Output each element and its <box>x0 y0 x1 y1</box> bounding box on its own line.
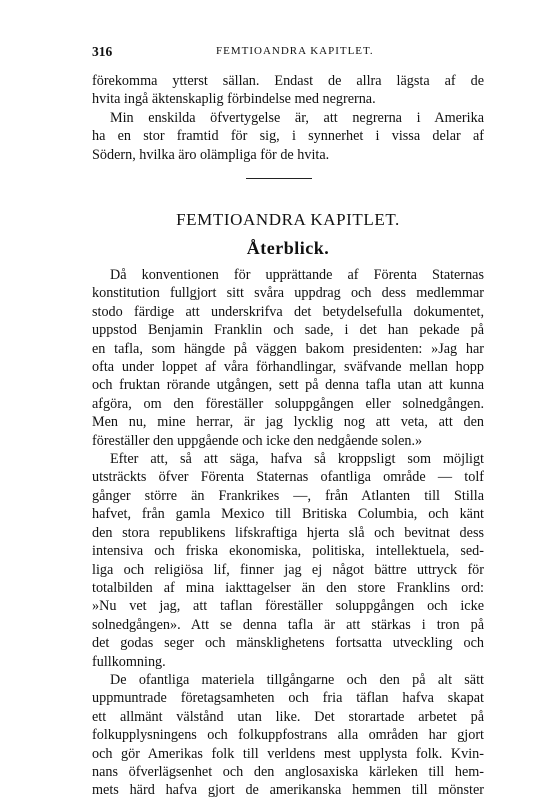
text-line: mets härd hafva gjort de amerikanska hemmen till mönster <box>92 782 484 799</box>
running-head-title: FEMTIOANDRA KAPITLET. <box>216 45 374 57</box>
text-line: Då konventionen för upprättande af Förenta Staternas <box>110 267 484 283</box>
text-line: ett allmänt välstånd utan like. Det storartade arbetet på <box>92 708 484 725</box>
chapter-title: FEMTIOANDRA KAPITLET. <box>176 210 400 229</box>
text-line: uppmuntrade företagsamheten och fria täflan hafva skapat <box>92 690 484 707</box>
text-line: nans öfverlägsenhet och den anglosaxiska kärleken till hem- <box>92 763 484 780</box>
text-line: konstitution fullgjort sitt svåra uppdrag och dess medlemmar <box>92 285 484 302</box>
text-line: den stora republikens lifskraftiga hjerta slå och bevitnat dess <box>92 524 484 541</box>
text-line: liga och religiösa lif, finner jag ej något bättre uttryck för <box>92 561 484 578</box>
text-line: hvita ingå äktenskaplig förbindelse med negrerna. <box>92 91 376 108</box>
text-line: föreställer den uppgående och icke den nedgående solen.» <box>92 432 423 449</box>
text-line: Min enskilda öfvertygelse är, att negrerna i Amerika <box>110 109 484 126</box>
text-line: gånger större än Frankrikes —, från Atlanten till Stilla <box>92 487 484 504</box>
section-divider-rule <box>246 178 312 179</box>
text-line: solnedgången». Att se denna tafla är att stärkas i tron på <box>92 616 484 633</box>
text-line: hafvet, från gamla Mexico till Britiska Columbia, och känt <box>92 506 484 523</box>
text-line: »Nu vet jag, att taflan föreställer soluppgången och icke <box>92 598 484 615</box>
chapter-body <box>92 266 484 800</box>
text-line: utsträckts öfver Förenta Staternas ofantliga område — tolf <box>92 469 484 486</box>
text-line: ha en stor framtid för sig, i synnerhet i vissa delar af <box>92 128 484 145</box>
text-line: uppstod Benjamin Franklin och sade, i det han pekade på <box>92 322 484 339</box>
text-line: De ofantliga materiela tillgångarne och den på alt sätt <box>110 671 484 688</box>
text-line: och fruktan rörande utgången, sett på denna tafla utan att kunna <box>92 377 484 394</box>
text-line: Södern, hvilka äro olämpliga för de hvita. <box>92 146 330 163</box>
text-line: en tafla, som hängde på väggen bakom presidenten: »Jag har <box>92 340 484 357</box>
text-line: det godas seger och mänsklighetens fortsatta utveckling och <box>92 635 484 652</box>
text-line: förekomma ytterst sällan. Endast de allra lägsta af de <box>92 73 484 89</box>
text-line: stodo färdige att underskrifva det betydelsefulla dokumentet, <box>92 303 484 320</box>
text-line: fullkomning. <box>92 653 166 670</box>
text-line: och gör Amerikas folk till verldens mest upplysta folk. Kvin- <box>92 745 484 762</box>
text-line: afgöra, om den föreställer soluppgången eller solnedgången. <box>92 395 484 412</box>
page-number: 316 <box>92 44 113 59</box>
text-line: Efter att, så att säga, hafva så kroppsligt som möjligt <box>110 451 484 468</box>
text-line: folkupplysningens och folkuppfostrans alla områden har gjort <box>92 727 484 744</box>
text-line: totalbilden af mina iakttagelser än den store Franklins ord: <box>92 579 484 596</box>
running-head <box>92 44 484 60</box>
text-line: ofta under loppet af våra förhandlingar, sväfvande mellan hopp <box>92 359 484 376</box>
text-line: intensiva och friska ekonomiska, politiska, intellektuela, sed- <box>92 543 484 560</box>
section-title: Återblick. <box>246 238 330 258</box>
previous-chapter-ending <box>92 72 484 164</box>
text-line: Men nu, mine herrar, är jag lycklig nog att veta, att den <box>92 414 484 431</box>
